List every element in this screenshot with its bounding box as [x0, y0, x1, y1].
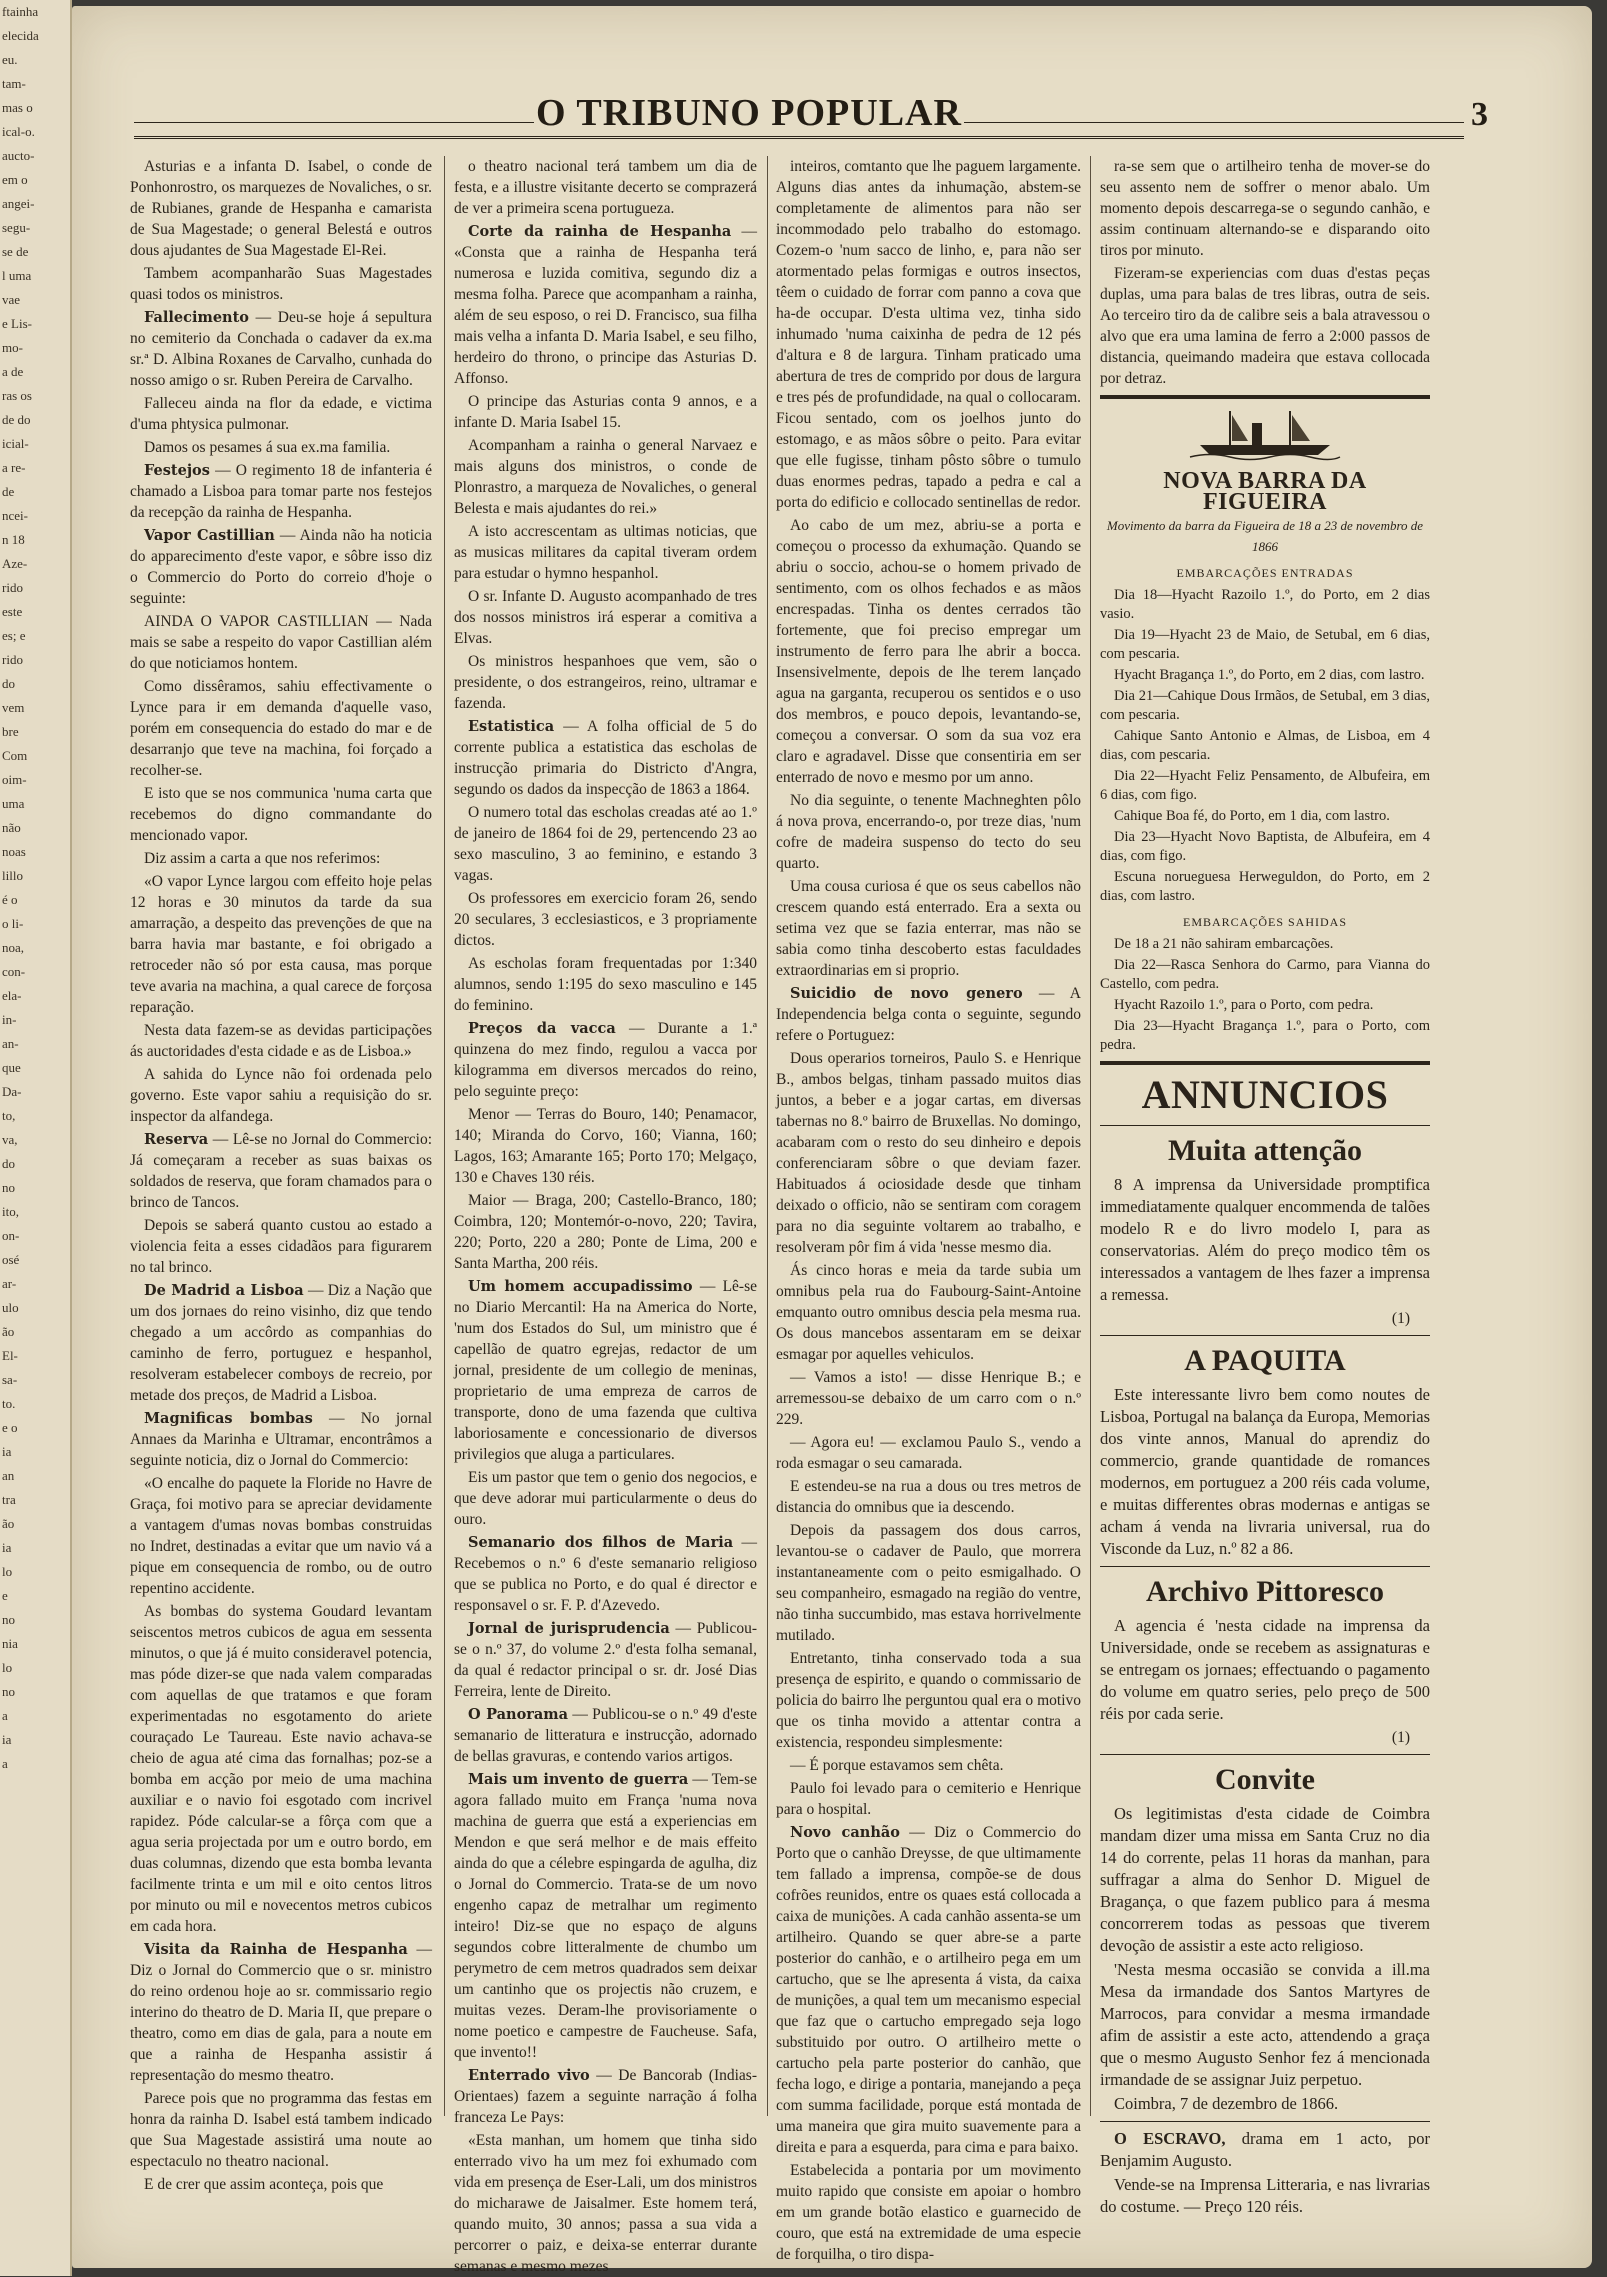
strip-fragment: rido	[2, 580, 23, 595]
strip-fragment: e Lis-	[2, 316, 32, 331]
article-text: O principe das Asturias conta 9 annos, e a infante D. Maria Isabel 15.	[454, 393, 757, 431]
article-text: — Diz o Commercio do Porto que o canhão Dreysse, de que ultimamente tem fallado a imprensa, compõe-se de dous cofrões reunidos, entre os quaes está collocada a caixa de munições. A cada canhão assenta-se um artilheiro. Quando se quer abre-se a parte posterior do canhão, e o artilheiro pega em um cartucho, que se lhe apresenta á vista, da caixa de munições, a qual tem um mecanismo especial que faz que o cartucho empregado seja logo substituido por outro. O artilheiro mette o cartucho pela parte posterior do canhão, que fecha logo, e dirige a pontaria, manejando a peça com summa facilidade, porque está montada de uma maneira que gira muito suavemente para a direita e para a esquerda, para cima e para baixo.	[776, 1824, 1081, 2156]
column-divider	[1090, 156, 1091, 2116]
strip-fragment: to.	[2, 1396, 16, 1411]
article-paragraph	[776, 1260, 1081, 1365]
ad-text: A agencia é 'nesta cidade na imprensa da Universidade, onde se recebem as assignaturas e se entregam os jornaes; effectuando o pagamento do volume em quatro series, pelo preço de 500 réis por cada serie.	[1100, 1616, 1430, 1723]
ship-movement: Hyacht Razoilo 1.º, para o Porto, com pedra.	[1114, 997, 1374, 1013]
article-headline: Semanario dos filhos de Maria	[468, 1534, 734, 1551]
article-paragraph	[130, 525, 432, 609]
strip-fragment: ncei-	[2, 508, 28, 523]
strip-fragment: Aze-	[2, 556, 28, 571]
article-text: — Lê-se no Diario Mercantil: Ha na America do Norte, 'num dos Estados do Sul, um ministro que é capellão de quatro egrejas, redactor de um jornal, presidente de um collegio de meninas, proprietario de uma empreza de carros de transporte, dono de uma fazenda que cultiva laboriosamente e concessionario de diversos privilegios que aluga a particulares.	[454, 1278, 757, 1463]
strip-fragment: que	[2, 1060, 21, 1075]
article-text: — A Independencia belga conta o seguinte, segundo refere o Portuguez:	[776, 985, 1081, 1044]
strip-fragment: e o	[2, 1420, 18, 1435]
article-text: «O encalhe do paquete la Floride no Havre de Graça, foi motivo para se apreciar devidamente a vantagem d'umas novas bombas construidas no Indret, destinadas a evitar que um navio vá a pique em consequencia de rombo, ou de outro repentino accidente.	[130, 1475, 432, 1597]
article-text: A isto accrescentam as ultimas noticias, que as musicas militares da capital tiveram ordem para estudar o hymno hespanhol.	[454, 523, 757, 582]
newspaper-title: O TRIBUNO POPULAR	[534, 90, 964, 136]
strip-fragment: vem	[2, 700, 25, 715]
article-headline: Novo canhão	[790, 1824, 900, 1841]
ship-movement: Dia 23—Hyacht Bragança 1.º, para o Porto, com pedra.	[1100, 1018, 1430, 1053]
article-paragraph	[130, 1129, 432, 1213]
ship-movement: Dia 22—Rasca Senhora do Carmo, para Vianna do Castello, com pedra.	[1100, 957, 1430, 992]
article-paragraph	[776, 2160, 1081, 2265]
ad-number: (1)	[1391, 1729, 1410, 1746]
article-text: — Recebemos o n.º 6 d'este semanario religioso que se publica no Porto, e do qual é director e responsavel o sr. F. P. d'Azevedo.	[454, 1534, 757, 1614]
article-text: «O vapor Lynce largou com effeito hoje pelas 12 horas e 30 minutos da tarde da sua amarração, a despeito das prevenções de que na barra havia mar bastante, e foi obrigado a retroceder não só por esta causa, mas porque teve avaria na machina, a qual carece de forçosa reparação.	[130, 873, 432, 1016]
nova-barra-subtitle: Movimento da barra da Figueira de 18 a 23 de novembro de 1866	[1106, 518, 1424, 554]
article-paragraph	[454, 651, 757, 714]
article-text: Depois se saberá quanto custou ao estado a violencia feita a esses cidadãos para figurarem no tal brinco.	[130, 1217, 432, 1276]
ship-icon	[1100, 405, 1430, 467]
article-paragraph	[130, 1215, 432, 1278]
strip-fragment: El-	[2, 1348, 18, 1363]
column-2	[454, 156, 758, 2275]
article-paragraph	[454, 953, 757, 1016]
article-headline: Vapor Castillian	[144, 527, 275, 544]
article-paragraph	[130, 460, 432, 523]
ship-movement: Escuna norueguesa Herweguldon, do Porto, em 2 dias, com lastro.	[1100, 869, 1430, 904]
ship-movement: Cahique Boa fé, do Porto, em 1 dia, com lastro.	[1114, 808, 1390, 824]
strip-fragment: ftainha	[2, 4, 39, 19]
strip-fragment: a de	[2, 364, 24, 379]
strip-fragment: sa-	[2, 1372, 18, 1387]
article-headline: Visita da Rainha de Hespanha	[144, 1941, 408, 1958]
strip-fragment: eu.	[2, 52, 18, 67]
article-paragraph	[776, 1048, 1081, 1258]
strip-fragment: ar-	[2, 1276, 17, 1291]
article-paragraph	[130, 263, 432, 305]
article-headline: Estatistica	[468, 718, 555, 735]
strip-fragment: bre	[2, 724, 19, 739]
article-text: Menor — Terras do Bouro, 140; Penamacor, 140; Miranda do Corvo, 160; Vianna, 160; Lagos, 163; Amarante 165; Porto 170; Melgaço, 130 e Chaves 130 réis.	[454, 1106, 757, 1186]
strip-fragment: elecida	[2, 28, 39, 43]
ad-title-convite: Convite	[1215, 1763, 1315, 1796]
strip-fragment: nia	[2, 1636, 18, 1651]
strip-fragment: do	[2, 676, 15, 691]
article-paragraph	[130, 871, 432, 1018]
strip-fragment: ras os	[2, 388, 32, 403]
article-paragraph	[776, 1648, 1081, 1753]
strip-fragment: lo	[2, 1564, 13, 1579]
article-text: — Deu-se hoje á sepultura no cemiterio da Conchada o cadaver da ex.ma sr.ª D. Albina Roxanes de Carvalho, cunhada do nosso amigo o sr. Ruben Pereira de Carvalho.	[130, 309, 433, 389]
strip-fragment: segu-	[2, 220, 31, 235]
strip-fragment: de do	[2, 412, 31, 427]
article-text: Maior — Braga, 200; Castello-Branco, 180; Coimbra, 120; Montemór-o-novo, 220; Tavira, 220; Porto, 220 a 280; Ponte de Lima, 200 e Santa Martha, 200 réis.	[454, 1192, 757, 1272]
strip-fragment: não	[2, 820, 21, 835]
article-text: Ás cinco horas e meia da tarde subia um omnibus pela rua do Faubourg-Saint-Antoine emquanto outro omnibus descia pela mesma rua. Os dous mancebos assentaram em se deixar esmagar por aquelles vehiculos.	[776, 1262, 1081, 1363]
strip-fragment: a	[2, 1708, 8, 1723]
ship-movement: Hyacht Bragança 1.º, do Porto, em 2 dias, com lastro.	[1114, 667, 1425, 683]
strip-fragment: oim-	[2, 772, 27, 787]
article-paragraph	[454, 2130, 757, 2277]
strip-fragment: Com	[2, 748, 28, 763]
article-text: Eis um pastor que tem o genio dos negocios, e que deve adorar mui particularmente o deus do ouro.	[454, 1469, 757, 1528]
article-paragraph	[130, 2174, 432, 2195]
article-headline: Corte da rainha de Hespanha	[468, 223, 732, 240]
article-text: — Durante a 1.ª quinzena do mez findo, regulou a vacca por kilogramma em diversos mercados do reino, pelo seguinte preço:	[454, 1020, 758, 1100]
ad-text: 'Nesta mesma occasião se convida a ill.ma Mesa da irmandade dos Santos Martyres de Marrocos, para convidar a mesma irmandade afim de assistir a este acto, attendendo a graça que o mesmo Augusto Senhor fez á mencionada irmandade de se assignar Juiz perpetuo.	[1100, 1960, 1430, 2089]
strip-fragment: ical-o.	[2, 124, 35, 139]
article-paragraph	[454, 435, 757, 519]
article-paragraph	[454, 521, 757, 584]
article-text: Acompanham a rainha o general Narvaez e mais alguns dos ministros, o conde de Plonrastro, a marqueza de Novaliches, o general Belesta e mais ajudantes do rei.»	[454, 437, 757, 517]
article-paragraph	[776, 156, 1081, 513]
strip-fragment: aucto-	[2, 148, 35, 163]
ad-title-muita-attencao: Muita attenção	[1167, 1134, 1363, 1167]
article-text: — Lê-se no Jornal do Commercio: Já começaram a receber as suas baixas os soldados de reserva, que foram chamados para o brinco de Tancos.	[130, 1131, 433, 1211]
article-headline: Magnificas bombas	[144, 1410, 313, 1427]
strip-fragment: em o	[2, 172, 28, 187]
article-headline: Mais um invento de guerra	[468, 1771, 689, 1788]
strip-fragment: es; e	[2, 628, 26, 643]
strip-fragment: noa,	[2, 940, 25, 955]
article-paragraph	[454, 2065, 757, 2128]
article-text: — É porque estavamos sem chêta.	[790, 1757, 1004, 1774]
article-paragraph	[776, 1822, 1081, 2158]
ad-text	[1100, 2128, 1430, 2172]
article-paragraph	[454, 1769, 757, 2063]
article-text: Dous operarios torneiros, Paulo S. e Henrique B., ambos belgas, tinham passado muitos dias juntos, a beber e a jogar cartas, em diversas tabernas no 8.º bairro de Bruxellas. No domingo, acabaram com o resto do seu dinheiro e depois conferenciaram sôbre o que deviam fazer. Habituados á ociosidade desde que tinham deixado o officio, não se sentiram com coragem para no dia seguinte voltarem ao trabalho, e resolveram pôr fim á vida 'nesse mesmo dia.	[776, 1050, 1081, 1256]
article-paragraph	[130, 1601, 432, 1937]
strip-fragment: de	[2, 484, 15, 499]
strip-fragment: ia	[2, 1444, 12, 1459]
article-paragraph	[776, 1476, 1081, 1518]
article-text: Uma cousa curiosa é que os seus cabellos não crescem quando está enterrado. Era a sexta ou setima vez que se fazia enterrar, mas não se sabia como tinha descoberto estas faculdades extraordinarias em si proprio.	[776, 878, 1081, 979]
rule	[1100, 2121, 1430, 2122]
article-paragraph	[454, 1018, 757, 1102]
column-3	[776, 156, 1081, 2263]
article-text: Estabelecida a pontaria por um movimento muito rapido que consiste em apoiar o hombro em um grande botão elastico e guarnecido de couro, que está na extremidade de uma especie de forquilha, o tiro dispa-	[776, 2162, 1081, 2263]
masthead	[134, 74, 1488, 144]
sahidas-heading: EMBARCAÇÕES SAHIDAS	[1182, 915, 1348, 929]
ad-text: Este interessante livro bem como noutes de Lisboa, Portugal na balança da Europa, Memorias dos vinte annos, Manual do aprendiz do commercio, grande quantidade de romances modernos, em portuguez a 200 réis cada volume, e muitas differentes obras modernas e antigas se acham á venda na livraria universal, rua do Visconde da Luz, n.º 82 a 86.	[1100, 1385, 1430, 1558]
ad-number: (1)	[1391, 1310, 1410, 1327]
article-text: Entretanto, tinha conservado toda a sua presença de espirito, e quando o commissario de policia do bairro lhe perguntou qual era o motivo que os tinha movido a attentar contra a existencia, respondeu simplesmente:	[776, 1650, 1081, 1751]
article-paragraph	[130, 1939, 432, 2086]
strip-fragment: no	[2, 1612, 15, 1627]
article-paragraph	[130, 848, 432, 869]
ad-title-archivo-pittoresco: Archivo Pittoresco	[1146, 1575, 1384, 1608]
article-text: Os ministros hespanhoes que vem, são o presidente, o dos estrangeiros, reino, ultramar e fazenda.	[454, 653, 757, 712]
strip-fragment: se de	[2, 244, 29, 259]
article-paragraph	[130, 437, 432, 458]
article-text: No dia seguinte, o tenente Machneghten pôlo á nova prova, encerrando-o, por treze dias, 'num cofre de madeira suspenso do tecto do seu quarto.	[776, 792, 1081, 872]
strip-fragment: ia	[2, 1540, 12, 1555]
article-text: — O regimento 18 de infanteria é chamado a Lisboa para tomar parte nos festejos da recepção da rainha de Hespanha.	[130, 462, 432, 521]
article-text: O sr. Infante D. Augusto acompanhado de tres dos nossos ministros irá esperar a comitiva a Elvas.	[454, 588, 757, 647]
article-paragraph	[130, 676, 432, 781]
article-text: — Agora eu! — exclamou Paulo S., vendo a roda esmagar o seu camarada.	[776, 1434, 1081, 1472]
ship-movement: Dia 22—Hyacht Feliz Pensamento, de Albufeira, em 6 dias, com figo.	[1100, 768, 1430, 803]
article-paragraph	[130, 156, 432, 261]
ship-movement: Dia 19—Hyacht 23 de Maio, de Setubal, em 6 dias, com pescaria.	[1100, 627, 1430, 662]
strip-fragment: con-	[2, 964, 26, 979]
article-text: Diz assim a carta a que nos referimos:	[144, 850, 381, 867]
article-paragraph	[454, 1532, 757, 1616]
strip-fragment: lillo	[2, 868, 23, 883]
strip-fragment: mas o	[2, 100, 33, 115]
strip-fragment: ulo	[2, 1300, 19, 1315]
article-paragraph	[454, 802, 757, 886]
strip-fragment: do	[2, 1156, 15, 1171]
article-paragraph	[130, 611, 432, 674]
article-paragraph	[776, 1432, 1081, 1474]
column-4	[1100, 156, 1431, 2216]
article-headline: Suicidio de novo genero	[790, 985, 1023, 1002]
article-text: Parece pois que no programma das festas em honra da rainha D. Isabel está tambem indicado que Sua Magestade assistirá uma noute ao espectaculo no theatro nacional.	[130, 2090, 432, 2170]
article-paragraph	[130, 1280, 432, 1406]
article-paragraph	[454, 391, 757, 433]
article-text: Paulo foi levado para o cemiterio e Henrique para o hospital.	[776, 1780, 1081, 1818]
article-text: Ao cabo de um mez, abriu-se a porta e começou o processo da exhumação. Quando se abriu o soccio, achou-se o homem privado de sentimento, com os olhos fechados e as mãos encrespadas. Tinha os dentes cerrados tão fortemente, que foi preciso empregar um instrumento de ferro para lhe abrir a bocca. Insensivelmente, depois de lhe terem lançado agua na garganta, recuperou os sentidos e o uso dos membros, e pouco depois, levantando-se, começou a conversar. O som da sua voz era claro e agradavel. Disse que consentiria em ser enterrado de novo e mesmo por um anno.	[776, 517, 1081, 786]
article-paragraph	[776, 983, 1081, 1046]
article-paragraph	[454, 221, 757, 389]
strip-fragment: ito,	[2, 1204, 19, 1219]
rule	[1100, 1754, 1430, 1755]
article-text: Fizeram-se experiencias com duas d'estas peças duplas, uma para balas de tres libras, outra de seis. Ao terceiro tiro da de calibre seis a bala atravessou o alvo que era uma lamina de ferro a 2:000 passos de distancia, queimando madeira que estava collocada por detraz.	[1100, 265, 1430, 387]
ship-movement: Dia 23—Hyacht Novo Baptista, de Albufeira, em 4 dias, com figo.	[1100, 829, 1430, 864]
article-paragraph	[130, 393, 432, 435]
entradas-list	[1100, 586, 1430, 906]
ad-text: drama em 1 acto, por Benjamim Augusto.	[1100, 2129, 1431, 2170]
column-divider	[767, 156, 768, 2116]
ad-date: Coimbra, 7 de dezembro de 1866.	[1114, 2094, 1339, 2113]
article-text: AINDA O VAPOR CASTILLIAN — Nada mais se sabe a respeito do vapor Castillian além do que noticiamos hontem.	[130, 613, 432, 672]
ship-movement: Dia 18—Hyacht Razoilo 1.º, do Porto, em 2 dias vasio.	[1100, 587, 1430, 622]
ship-movement: Dia 21—Cahique Dous Irmãos, de Setubal, em 3 dias, com pescaria.	[1100, 688, 1430, 723]
article-paragraph	[454, 1618, 757, 1702]
article-headline: Preços da vacca	[468, 1020, 616, 1037]
article-text: o theatro nacional terá tambem um dia de festa, e a illustre visitante decerto se comprazerá de ver a primeira scena portugueza.	[454, 158, 757, 217]
strip-fragment: lo	[2, 1660, 13, 1675]
article-paragraph	[130, 1473, 432, 1599]
article-text: — Diz o Jornal do Commercio que o sr. ministro do reino ordenou hoje ao sr. commissario regio interino do theatro de D. Maria II, que prepare o theatro, como em dias de gala, para a noute em que a rainha de Hespanha assistir á representação do mesmo theatro.	[130, 1941, 433, 2084]
strip-fragment: ão	[2, 1516, 15, 1531]
article-paragraph	[130, 1020, 432, 1062]
article-headline: Jornal de jurisprudencia	[468, 1620, 670, 1637]
strip-fragment: an-	[2, 1036, 19, 1051]
strip-fragment: on-	[2, 1228, 20, 1243]
article-headline: Fallecimento	[144, 309, 249, 326]
article-paragraph	[454, 1467, 757, 1530]
strip-fragment: va,	[2, 1132, 18, 1147]
article-text: Depois da passagem dos dous carros, levantou-se o cadaver de Paulo, que morrera instantaneamente com o peito esmigalhado. O seu companheiro, esmagado na região do ventre, não tinha succumbido, mas estava horrivelmente mutilado.	[776, 1522, 1081, 1644]
article-paragraph	[454, 1190, 757, 1274]
article-text: ra-se sem que o artilheiro tenha de mover-se do seu assento nem de soffrer o menor abalo. Um momento depois descarrega-se o segundo canhão, e assim continuam alternando-se e disparando oito tiros por minuto.	[1100, 158, 1430, 259]
article-headline: De Madrid a Lisboa	[144, 1282, 304, 1299]
article-text: — Vamos a isto! — disse Henrique B.; e arremessou-se debaixo de um carro com o n.º 229.	[776, 1369, 1081, 1428]
strip-fragment: ão	[2, 1324, 15, 1339]
column-divider	[444, 156, 445, 2116]
ad-text: 8 A imprensa da Universidade promptifica immediatamente qualquer encommenda de talões modelo R e do livro modelo I, para as conservatorias. Além do preço modico têm os interessados a vantagem de lhes fazer a imprensa a remessa.	[1100, 1175, 1430, 1304]
article-paragraph	[130, 307, 432, 391]
masthead-double-rule	[134, 136, 1464, 139]
section-rule	[1100, 395, 1430, 399]
strip-fragment: no	[2, 1180, 15, 1195]
strip-fragment: uma	[2, 796, 25, 811]
article-headline: Reserva	[144, 1131, 209, 1148]
article-paragraph	[776, 876, 1081, 981]
strip-fragment: noas	[2, 844, 26, 859]
article-text: «Esta manhan, um homem que tinha sido enterrado vivo ha um mez foi exhumado com vida em presença de Eser-Lali, um dos ministros do micharawe de Jaisalmer. Este homem terá, quando muito, 30 annos; passa a sua vida a percorrer o paiz, e deixa-se enterrar durante semanas e mesmo mezes	[454, 2132, 757, 2275]
article-paragraph	[454, 1104, 757, 1188]
strip-fragment: ia	[2, 1732, 12, 1747]
strip-fragment: an	[2, 1468, 15, 1483]
article-text: Os professores em exercicio foram 26, sendo 20 seculares, 3 ecclesiasticos, e 3 propriamente dictos.	[454, 890, 757, 949]
article-text: Como dissêramos, sahiu effectivamente o Lynce para ir em demanda d'aquelle vaso, porém em consequencia do estado do mar e de desarranjo que teve na machina, foi forçado a recolher-se.	[130, 678, 432, 779]
article-paragraph	[130, 1408, 432, 1471]
article-paragraph	[776, 1520, 1081, 1646]
ship-movement: De 18 a 21 não sahiram embarcações.	[1114, 936, 1334, 952]
strip-fragment: Da-	[2, 1084, 22, 1099]
article-text: — Tem-se agora fallado muito em França 'numa nova machina de guerra que está a experiencias em Mendon e que será melhor e de mais effeito ainda do que a célebre espingarda de agulha, diz o Jornal do Commercio. Trata-se de um novo engenho capaz de metralhar um regimento inteiro! Diz-se que no espaço de alguns segundos cobre litteralmente de chumbo um perymetro de cem metros quadrados sem deixar um cantinho que os projectis não cruzem, e muitas vezes. Deram-lhe provisoriamente o nome poetico e campestre de Faucheuse. Safa, que invento!!	[454, 1771, 757, 2061]
strip-fragment: a re-	[2, 460, 26, 475]
article-text: Damos os pesames á sua ex.ma familia.	[144, 439, 391, 456]
nova-barra-title: NOVA BARRA DA FIGUEIRA	[1163, 468, 1367, 515]
strip-fragment: ela-	[2, 988, 22, 1003]
page-number: 3	[1471, 96, 1488, 133]
article-text: inteiros, comtanto que lhe paguem largamente. Alguns dias antes da inhumação, abstem-se completamente de alimentos para não ser incommodado pelo trabalho do estomago. Cozem-o 'num sacco de linho, e, para não ser atormentado pelas formigas e outros insectos, têem o cuidado de forrar com panno a cova que ha-de occupar. D'esta ultima vez, tinha sido inhumado 'numa caixinha de pedra de 12 pés d'altura e 8 de largura. Tinham praticado uma abertura de tres de comprido por dous de largura e tres pés de profundidade, na qual o collocaram. Ficou sentado, com os joelhos junto do estomago, e as mãos sôbre o peito. Para evitar que elle fugisse, tinham pôsto sôbre o tumulo duas enormes pedras, tapado a pedra e cal a porta do edificio e collocado sentinellas de redor.	[776, 158, 1081, 511]
article-paragraph	[130, 783, 432, 846]
article-text: As bombas do systema Goudard levantam seiscentos metros cubicos de agua em sessenta minutos, o que já é muito consideravel potencia, mas póde dizer-se que nada valem comparadas com aquellas de que tratamos e que foram experimentadas no esgotamento do ariete couraçado Le Taureau. Este navio achava-se cheio de agua até cima das fornalhas; poz-se a bomba em acção por meio de uma machina auxiliar e o navio foi esgotado com incrivel rapidez. Póde calcular-se a fôrça com que a agua seria projectada por um e outro bordo, em duas columnas, dizendo que esta bomba levanta facilmente trinta e um mil e oito centos litros por minuto ou mil e novecentos metros cubicos em cada hora.	[130, 1603, 432, 1935]
rule	[1100, 1125, 1430, 1126]
article-text: Falleceu ainda na flor da edade, e victima d'uma phtysica pulmonar.	[130, 395, 432, 433]
annuncios-title: ANNUNCIOS	[1141, 1072, 1389, 1117]
section-rule	[1100, 1061, 1430, 1065]
column-1	[130, 156, 433, 2193]
article-text: E isto que se nos communica 'numa carta que recebemos do digno commandante do mencionado vapor.	[130, 785, 432, 844]
article-paragraph	[776, 1778, 1081, 1820]
newspaper-page	[72, 6, 1592, 2275]
article-text: Asturias e a infanta D. Isabel, o conde de Ponhonrostro, os marquezes de Novaliches, o sr. de Rubianes, grande de Hespanha e camarista de Sua Magestade; o general Belestá e outros dous ajudantes de Sua Magestade El-Rei.	[130, 158, 432, 259]
article-paragraph	[454, 716, 757, 800]
ad-text: Os legitimistas d'esta cidade de Coimbra mandam dizer uma missa em Santa Cruz no dia 14 do corrente, pelas 11 horas da manhan, para suffragar a alma do Senhor D. Miguel de Bragança, o que fazem publico para á mesma concorrerem todas as pessoas que tiverem devoção de assistir a este acto religioso.	[1100, 1804, 1430, 1955]
article-paragraph	[454, 586, 757, 649]
article-text: As escholas foram frequentadas por 1:340 alumnos, sendo 1:195 do sexo masculino e 145 do feminino.	[454, 955, 757, 1014]
article-headline: O Panorama	[468, 1706, 569, 1723]
article-text: — Publicou-se o n.º 49 d'este semanario de litteratura e instrucção, adornado de bellas gravuras, e contendo varios artigos.	[454, 1706, 757, 1765]
rule	[1100, 1566, 1430, 1567]
article-text: — Ainda não ha noticia do apparecimento d'este vapor, e sôbre isso diz o Commercio do Porto do correio d'hoje o seguinte:	[130, 527, 432, 607]
strip-fragment: l uma	[2, 268, 32, 283]
entradas-heading: EMBARCAÇÕES ENTRADAS	[1176, 566, 1354, 580]
sahidas-list	[1100, 935, 1430, 1055]
strip-fragment: vae	[2, 292, 21, 307]
strip-fragment: tra	[2, 1492, 16, 1507]
strip-fragment: é o	[2, 892, 18, 907]
strip-fragment: rido	[2, 652, 23, 667]
article-text: — Publicou-se o n.º 37, do volume 2.º d'esta folha semanal, da qual é redactor principal o sr. dr. José Dias Ferreira, lente de Direito.	[454, 1620, 758, 1700]
article-headline: Festejos	[144, 462, 210, 479]
strip-fragment: in-	[2, 1012, 17, 1027]
article-paragraph	[454, 888, 757, 951]
strip-fragment: osé	[2, 1252, 20, 1267]
article-paragraph	[776, 1367, 1081, 1430]
article-paragraph	[776, 790, 1081, 874]
article-paragraph	[454, 1704, 757, 1767]
strip-fragment: to,	[2, 1108, 16, 1123]
article-paragraph	[776, 515, 1081, 788]
article-text: O numero total das escholas creadas até ao 1.º de janeiro de 1864 foi de 29, pertencendo 23 ao sexo masculino, 3 ao feminino, e estando 3 vagas.	[454, 804, 757, 884]
ad-text: Vende-se na Imprensa Litteraria, e nas livrarias do costume. — Preço 120 réis.	[1100, 2175, 1430, 2216]
rule	[1100, 1335, 1430, 1336]
article-paragraph	[454, 1276, 757, 1465]
article-headline: Um homem accupadissimo	[468, 1278, 693, 1295]
article-text: — A folha official de 5 do corrente publica a estatistica das escholas de instrucção primaria do Districto d'Angra, segundo os dados da inspecção de 1863 a 1864.	[454, 718, 758, 798]
article-text: — «Consta que a rainha de Hespanha terá numerosa e luzida comitiva, segundo diz a mesma folha. Parece que acompanham a rainha, além de seu esposo, o rei D. Francisco, sua filha mais velha a infanta D. Maria Isabel, e seu filho, herdeiro do throno, o principe das Asturias D. Affonso.	[454, 223, 757, 387]
strip-fragment: tam-	[2, 76, 26, 91]
strip-fragment: no	[2, 1684, 15, 1699]
article-paragraph	[776, 1755, 1081, 1776]
ship-movement: Cahique Santo Antonio e Almas, de Lisboa, em 4 dias, com pescaria.	[1100, 728, 1430, 763]
ad-head-o-escravo: O ESCRAVO,	[1114, 2129, 1226, 2148]
article-text: A sahida do Lynce não foi ordenada pelo governo. Este vapor sahiu a requisição do sr. inspector da alfandega.	[130, 1066, 432, 1125]
article-paragraph	[454, 156, 757, 219]
strip-fragment: angei-	[2, 196, 35, 211]
article-headline: Enterrado vivo	[468, 2067, 590, 2084]
article-text: Nesta data fazem-se as devidas participações ás auctoridades d'esta cidade e as de Lisboa.»	[130, 1022, 432, 1060]
article-text: E de crer que assim aconteça, pois que	[144, 2176, 384, 2193]
strip-fragment: a	[2, 1756, 8, 1771]
strip-fragment: mo-	[2, 340, 23, 355]
strip-fragment: icial-	[2, 436, 29, 451]
previous-page-strip	[0, 0, 72, 2276]
strip-fragment: e	[2, 1588, 8, 1603]
article-text: Tambem acompanharão Suas Magestades quasi todos os ministros.	[130, 265, 432, 303]
strip-fragment: o li-	[2, 916, 24, 931]
ad-title-a-paquita: A PAQUITA	[1184, 1344, 1346, 1377]
strip-fragment: este	[2, 604, 23, 619]
article-text: — De Bancorab (Indias-Orientaes) fazem a seguinte narração á folha franceza Le Pays:	[454, 2067, 757, 2126]
article-text: E estendeu-se na rua a dous ou tres metros de distancia do omnibus que ia descendo.	[776, 1478, 1081, 1516]
article-text: — No jornal Annaes da Marinha e Ultramar, encontrâmos a seguinte noticia, diz o Jornal do Commercio:	[130, 1410, 432, 1469]
article-paragraph	[130, 2088, 432, 2172]
article-paragraph	[130, 1064, 432, 1127]
strip-fragment: n 18	[2, 532, 25, 547]
article-text: — Diz a Nação que um dos jornaes do reino visinho, diz que tendo chegado a um accôrdo as companhias do caminho de ferro, portuguez e hespanhol, resolveram estabelecer comboys de recreio, por metade dos preços, de Madrid a Lisboa.	[130, 1282, 432, 1404]
